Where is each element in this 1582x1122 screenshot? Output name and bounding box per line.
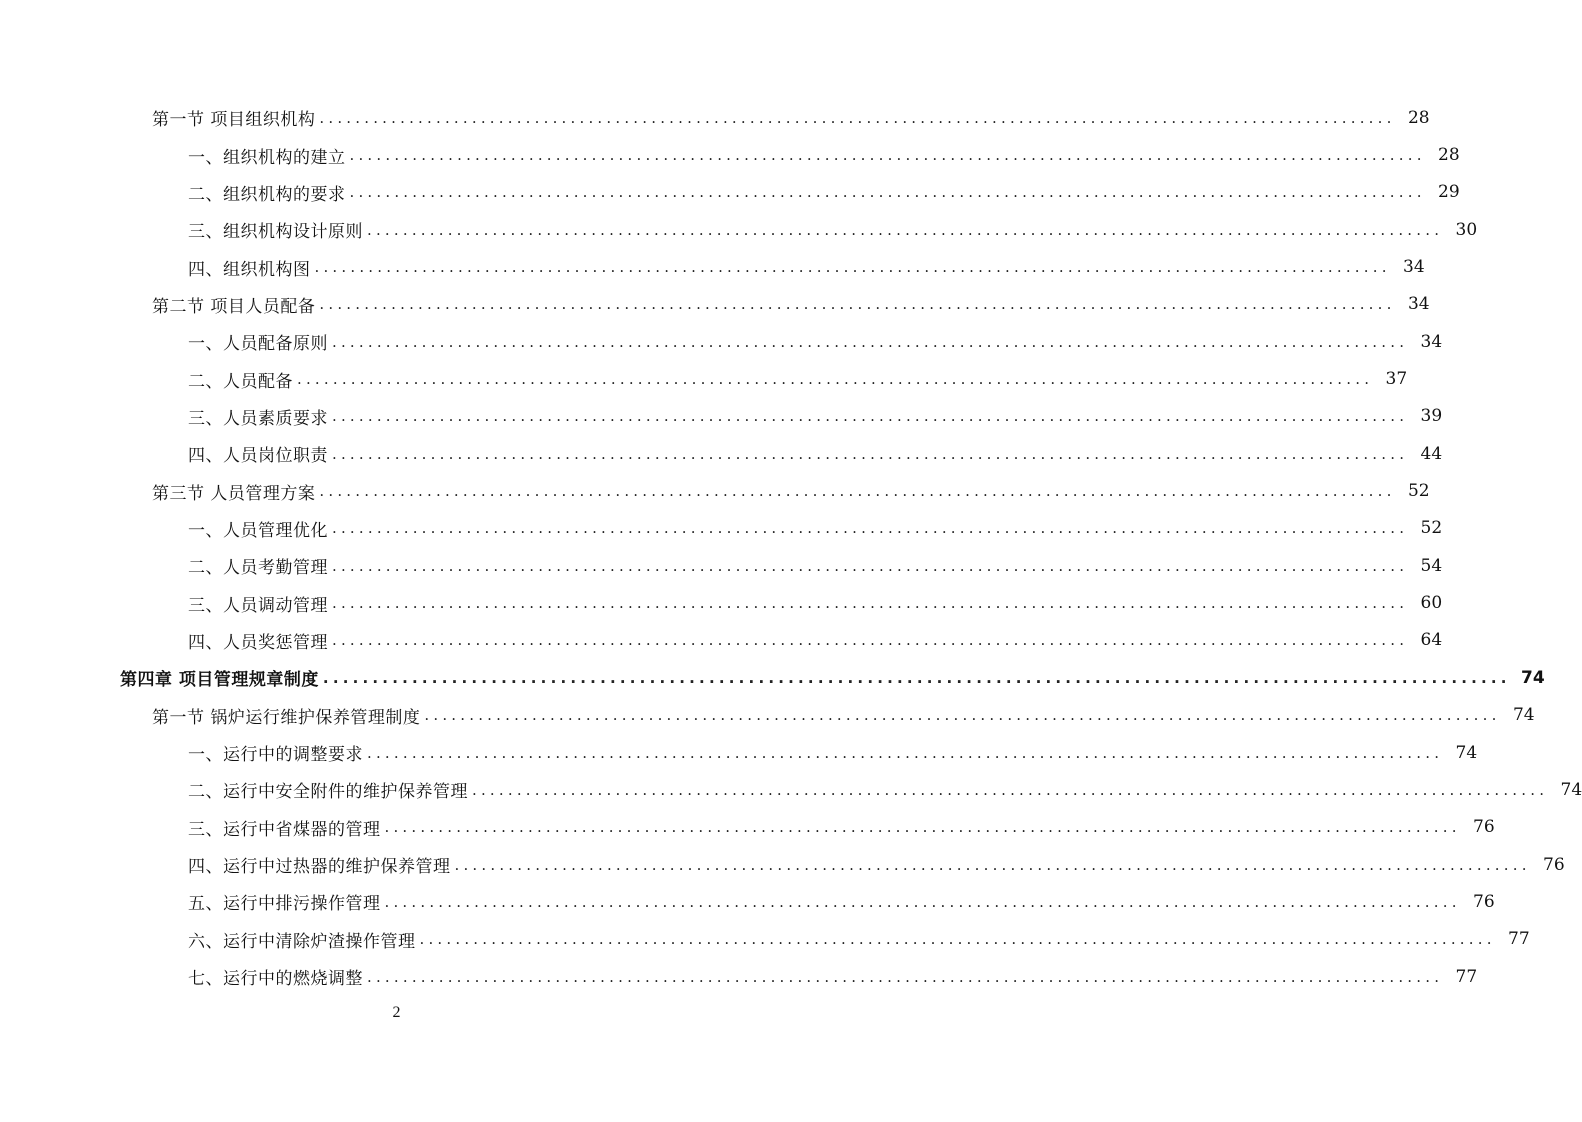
toc-entry-label: 第二节 项目人员配备 [152, 296, 316, 317]
toc-entry-page-number: 76 [1473, 891, 1495, 912]
toc-entry-label: 二、运行中安全附件的维护保养管理 [188, 782, 468, 803]
toc-entry-page-number: 34 [1420, 331, 1443, 352]
toc-subsection-entry[interactable] [0, 883, 1495, 920]
toc-dot-leader: ........................................................................................................................ [297, 370, 1374, 389]
toc-entry-page-number: 52 [1420, 518, 1443, 539]
toc-entry-label: 四、运行中过热器的维护保养管理 [188, 857, 451, 878]
toc-entry-label: 一、组织机构的建立 [188, 147, 346, 168]
toc-dot-leader: ........................................................................................................................ [367, 743, 1444, 762]
toc-entry-label: 四、人员奖惩管理 [188, 632, 328, 653]
toc-entry-label: 二、人员配备 [188, 371, 293, 392]
toc-dot-leader: ........................................................................................................................ [322, 668, 1511, 687]
toc-entry-label: 四、组织机构图 [188, 259, 311, 280]
toc-entry-page-number: 77 [1455, 966, 1478, 987]
toc-subsection-entry[interactable] [0, 547, 1443, 584]
toc-entry-label: 二、人员考勤管理 [188, 558, 328, 579]
toc-entry-label: 六、运行中清除炉渣操作管理 [188, 931, 416, 952]
toc-subsection-entry[interactable] [0, 921, 1530, 958]
toc-entry-page-number: 30 [1455, 219, 1478, 240]
toc-subsection-entry[interactable] [0, 435, 1443, 472]
toc-entry-page-number: 34 [1403, 257, 1425, 278]
toc-subsection-entry[interactable] [0, 771, 1582, 808]
toc-entry-page-number: 64 [1420, 630, 1443, 651]
toc-entry-page-number: 74 [1521, 667, 1545, 688]
toc-subsection-entry[interactable] [0, 211, 1478, 248]
toc-subsection-entry[interactable] [0, 136, 1460, 173]
toc-dot-leader: ........................................................................................................................ [332, 556, 1409, 575]
toc-dot-leader: ........................................................................................................................ [349, 146, 1426, 165]
toc-entry-label: 三、人员素质要求 [188, 408, 328, 429]
toc-chapter-entry[interactable] [0, 659, 1545, 696]
toc-entry-label: 四、人员岗位职责 [188, 446, 328, 467]
toc-entry-label: 第一节 锅炉运行维护保养管理制度 [152, 707, 421, 728]
toc-dot-leader: ........................................................................................................................ [332, 332, 1409, 351]
toc-dot-leader: ........................................................................................................................ [454, 855, 1531, 874]
toc-subsection-entry[interactable] [0, 510, 1443, 547]
toc-entry-page-number: 29 [1438, 182, 1460, 203]
toc-entry-page-number: 37 [1385, 369, 1408, 390]
toc-subsection-entry[interactable] [0, 958, 1478, 995]
toc-section-entry[interactable] [0, 697, 1535, 734]
toc-dot-leader: ........................................................................................................................ [367, 220, 1444, 239]
toc-entry-label: 三、运行中省煤器的管理 [188, 819, 381, 840]
toc-subsection-entry[interactable] [0, 809, 1495, 846]
toc-entry-page-number: 74 [1455, 742, 1478, 763]
toc-entry-label: 七、运行中的燃烧调整 [188, 969, 363, 990]
toc-entry-page-number: 28 [1438, 145, 1460, 166]
toc-entry-page-number: 54 [1420, 555, 1443, 576]
toc-subsection-entry[interactable] [0, 846, 1565, 883]
toc-entry-label: 第一节 项目组织机构 [152, 110, 316, 131]
toc-dot-leader: ........................................................................................................................ [314, 258, 1391, 277]
toc-entry-label: 一、运行中的调整要求 [188, 745, 363, 766]
toc-entry-page-number: 76 [1473, 817, 1495, 838]
toc-entry-label: 一、人员配备原则 [188, 334, 328, 355]
toc-subsection-entry[interactable] [0, 398, 1443, 435]
toc-entry-page-number: 74 [1512, 705, 1535, 726]
toc-subsection-entry[interactable] [0, 584, 1443, 621]
toc-dot-leader: ........................................................................................................................ [332, 631, 1409, 650]
page-number: 2 [392, 1004, 401, 1021]
toc-entry-page-number: 52 [1407, 481, 1430, 502]
toc-dot-leader: ........................................................................................................................ [384, 818, 1461, 837]
toc-entry-label: 一、人员管理优化 [188, 520, 328, 541]
toc-entry-page-number: 60 [1420, 593, 1443, 614]
toc-entry-page-number: 77 [1508, 929, 1530, 950]
toc-entry-page-number: 28 [1407, 107, 1430, 128]
toc-dot-leader: ........................................................................................................................ [472, 780, 1549, 799]
toc-entry-label: 二、组织机构的要求 [188, 184, 346, 205]
toc-section-entry[interactable] [0, 286, 1430, 323]
toc-entry-label: 三、组织机构设计原则 [188, 222, 363, 243]
toc-section-entry[interactable] [0, 99, 1430, 136]
toc-subsection-entry[interactable] [0, 323, 1443, 360]
toc-dot-leader: ........................................................................................................................ [332, 407, 1409, 426]
toc-subsection-entry[interactable] [0, 734, 1478, 771]
toc-entry-page-number: 34 [1407, 294, 1430, 315]
toc-dot-leader: ........................................................................................................................ [419, 930, 1496, 949]
toc-subsection-entry[interactable] [0, 360, 1408, 397]
toc-entry-page-number: 74 [1560, 779, 1582, 800]
toc-dot-leader: ........................................................................................................................ [424, 706, 1501, 725]
table-of-contents [0, 99, 1582, 995]
toc-dot-leader: ........................................................................................................................ [384, 892, 1461, 911]
toc-dot-leader: ........................................................................................................................ [367, 967, 1444, 986]
toc-subsection-entry[interactable] [0, 174, 1460, 211]
toc-dot-leader: ........................................................................................................................ [332, 594, 1409, 613]
toc-dot-leader: ........................................................................................................................ [319, 108, 1396, 127]
toc-entry-label: 五、运行中排污操作管理 [188, 894, 381, 915]
toc-subsection-entry[interactable] [0, 248, 1425, 285]
toc-entry-label: 第三节 人员管理方案 [152, 483, 316, 504]
toc-entry-page-number: 76 [1543, 854, 1565, 875]
toc-subsection-entry[interactable] [0, 622, 1443, 659]
toc-entry-label: 三、人员调动管理 [188, 595, 328, 616]
toc-dot-leader: ........................................................................................................................ [319, 482, 1396, 501]
toc-entry-page-number: 39 [1420, 406, 1443, 427]
toc-dot-leader: ........................................................................................................................ [332, 519, 1409, 538]
toc-section-entry[interactable] [0, 472, 1430, 509]
toc-entry-page-number: 44 [1420, 443, 1443, 464]
toc-dot-leader: ........................................................................................................................ [349, 183, 1426, 202]
toc-dot-leader: ........................................................................................................................ [332, 444, 1409, 463]
toc-entry-label: 第四章 项目管理规章制度 [120, 670, 319, 691]
toc-dot-leader: ........................................................................................................................ [319, 295, 1396, 314]
